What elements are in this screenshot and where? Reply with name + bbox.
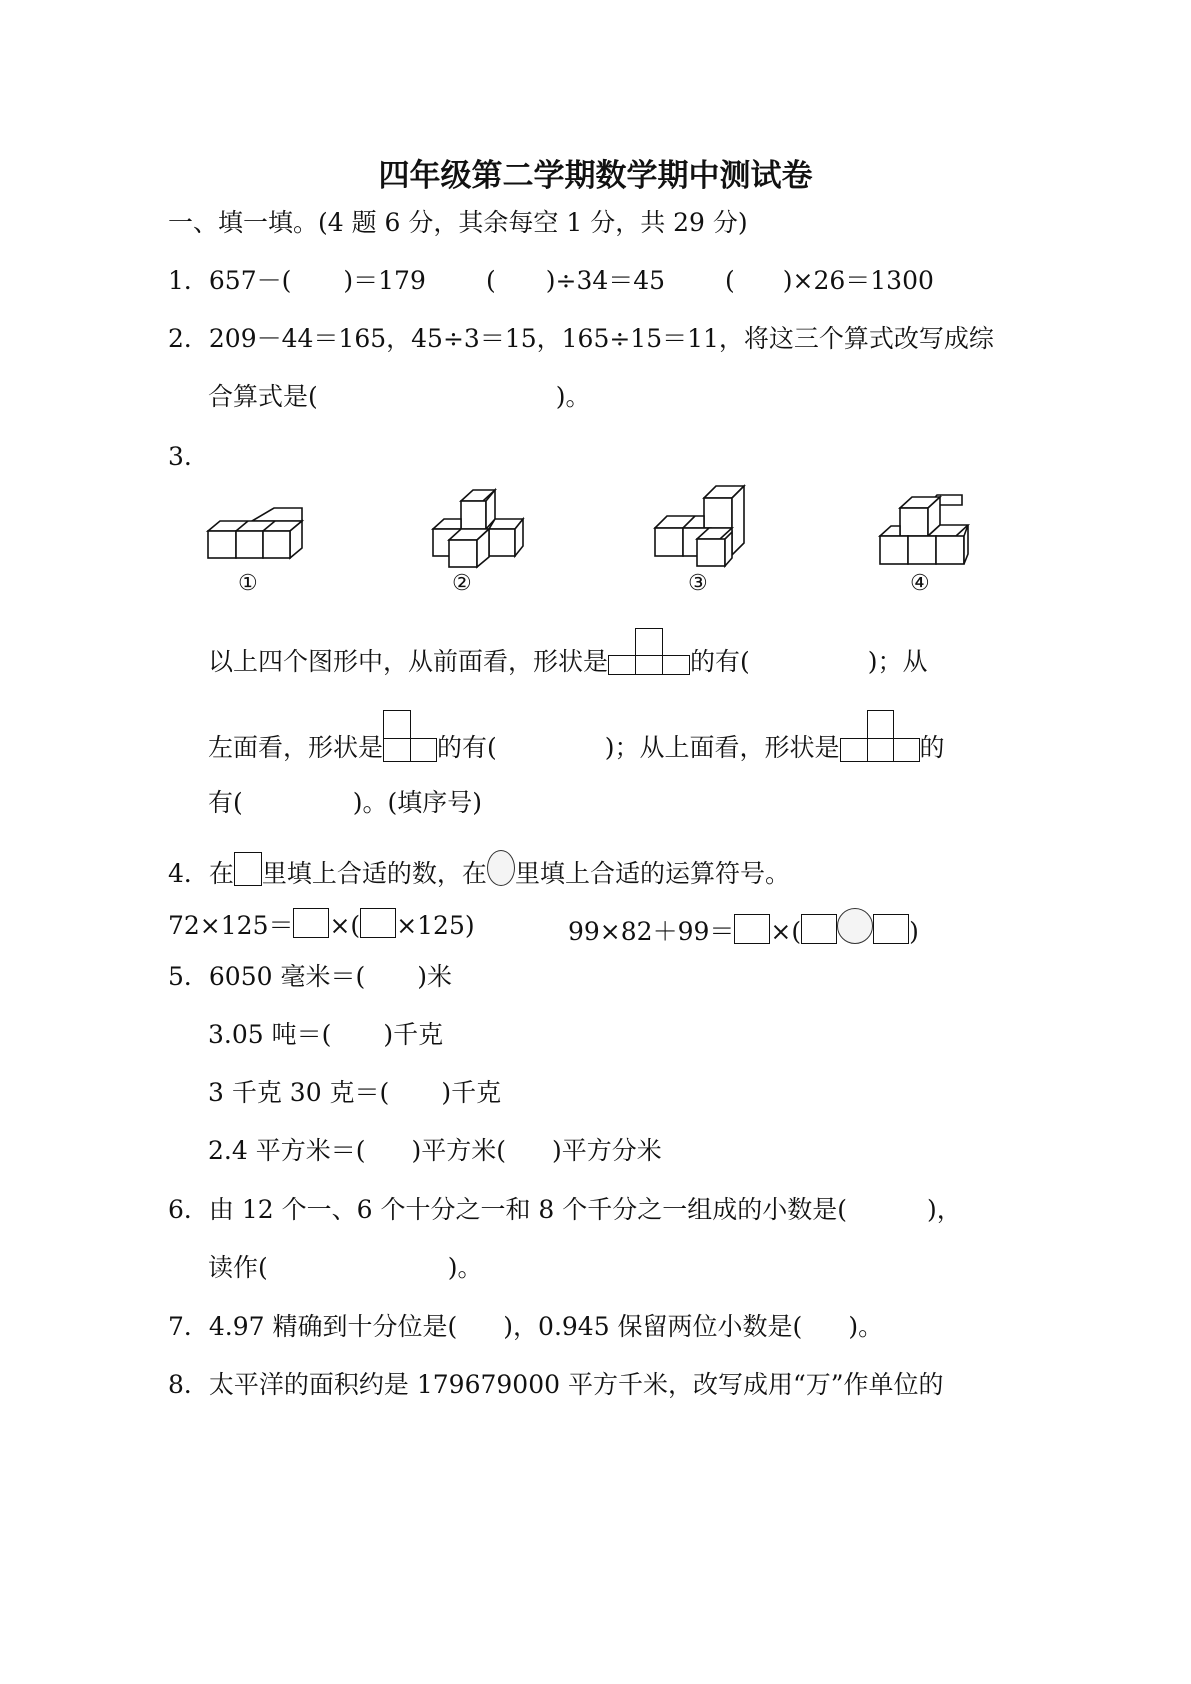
- question-number: 8．: [168, 1370, 209, 1399]
- question-number: 4．: [168, 859, 209, 888]
- number-box[interactable]: [801, 914, 837, 944]
- section-heading: 一、填一填。(4 题 6 分，其余每空 1 分，共 29 分): [168, 208, 748, 237]
- question-1c: ( )×26＝1300: [725, 266, 934, 295]
- number-box[interactable]: [293, 908, 329, 938]
- cube-figure-4: [872, 485, 982, 565]
- question-8: 8．太平洋的面积约是 179679000 平方千米，改写成用“万”作单位的: [168, 1370, 944, 1399]
- question-4: 4．在 里填上合适的数，在 里填上合适的运算符号。: [168, 850, 790, 891]
- question-3-line1: 以上四个图形中，从前面看，形状是 的有( )；从: [208, 640, 928, 679]
- question-number: 6．: [168, 1195, 209, 1224]
- question-3-line2: 左面看，形状是 的有( )；从上面看，形状是 的: [208, 726, 945, 765]
- question-number: 5．: [168, 962, 209, 991]
- question-5-item: 2.4 平方米＝( )平方米( )平方分米: [208, 1136, 662, 1165]
- question-number: 3.: [168, 442, 192, 471]
- top-view-shape-icon: [840, 726, 920, 760]
- question-number: 7．: [168, 1312, 209, 1341]
- number-box[interactable]: [360, 908, 396, 938]
- figure-label: ④: [910, 571, 930, 596]
- question-3-line3: 有( )。(填序号): [208, 788, 483, 817]
- cube-figure-3: [650, 480, 765, 570]
- front-view-shape-icon: [608, 640, 690, 674]
- question-4-eq2: 99×82＋99＝ ×( ): [568, 908, 919, 949]
- question-number: 2．: [168, 324, 209, 353]
- question-5-item: 3 千克 30 克＝( )千克: [208, 1078, 502, 1107]
- number-box[interactable]: [734, 914, 770, 944]
- square-blank-icon: [234, 852, 262, 886]
- left-view-shape-icon: [383, 726, 437, 760]
- question-2-line2: 合算式是( )。: [208, 382, 591, 411]
- question-4-eq1: 72×125＝ ×( ×125): [168, 908, 475, 943]
- question-6-line2: 读作( )。: [208, 1253, 483, 1282]
- question-6: 6．由 12 个一、6 个十分之一和 8 个千分之一组成的小数是( )，: [168, 1195, 962, 1224]
- cube-figure-2: [425, 485, 535, 570]
- question-7: 7．4.97 精确到十分位是( )，0.945 保留两位小数是( )。: [168, 1312, 884, 1341]
- number-box[interactable]: [873, 914, 909, 944]
- operator-circle[interactable]: [837, 908, 873, 944]
- question-1: 1．657－( )＝179: [168, 266, 426, 295]
- question-5-item: 3.05 吨＝( )千克: [208, 1020, 444, 1049]
- figure-label: ②: [452, 571, 472, 596]
- question-1b: ( )÷34＝45: [486, 266, 666, 295]
- question-5-item: 5．6050 毫米＝( )米: [168, 962, 452, 991]
- question-2: 2．209－44＝165，45÷3＝15，165÷15＝11，将这三个算式改写成综: [168, 324, 994, 353]
- figure-label: ①: [238, 571, 258, 596]
- page-title: 四年级第二学期数学期中测试卷: [378, 158, 813, 194]
- cube-figure-1: [200, 500, 310, 565]
- circle-blank-icon: [487, 850, 515, 886]
- figure-label: ③: [688, 571, 708, 596]
- question-number: 1．: [168, 266, 209, 295]
